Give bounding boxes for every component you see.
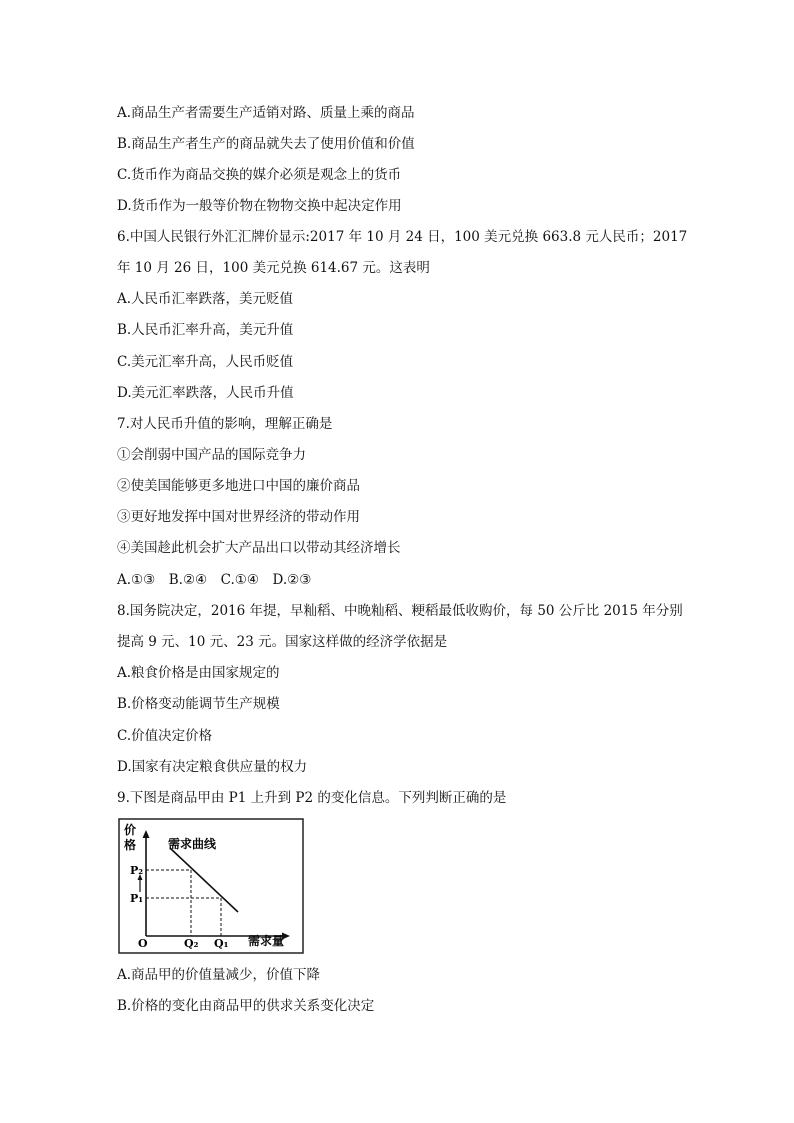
question-6-line-2: 年 10 月 26 日，100 美元兑换 614.67 元。这表明 bbox=[117, 260, 430, 276]
p2-label: P₂ bbox=[130, 864, 144, 877]
statement-7-1: ①会削弱中国产品的国际竞争力 bbox=[117, 447, 306, 463]
curve-label: 需求曲线 bbox=[168, 837, 217, 851]
demand-curve-figure bbox=[118, 818, 304, 954]
options-7: A.①③ B.②④ C.①④ D.②③ bbox=[117, 572, 312, 588]
option-5a: A.商品生产者需要生产适销对路、质量上乘的商品 bbox=[117, 105, 415, 121]
statement-7-3: ③更好地发挥中国对世界经济的带动作用 bbox=[117, 509, 360, 525]
option-8c: C.价值决定价格 bbox=[117, 728, 213, 744]
statement-7-2: ②使美国能够更多地进口中国的廉价商品 bbox=[117, 478, 360, 494]
option-6d: D.美元汇率跌落，人民币升值 bbox=[117, 385, 294, 401]
question-9: 9.下图是商品甲由 P1 上升到 P2 的变化信息。下列判断正确的是 bbox=[117, 790, 507, 806]
option-6a: A.人民币汇率跌落，美元贬值 bbox=[117, 291, 294, 307]
option-9b: B.价格的变化由商品甲的供求关系变化决定 bbox=[117, 998, 375, 1014]
option-8d: D.国家有决定粮食供应量的权力 bbox=[117, 759, 308, 775]
q1-label: Q₁ bbox=[214, 937, 229, 950]
y-axis-label-top: 价 bbox=[124, 823, 137, 837]
question-8-line-2: 提高 9 元、10 元、23 元。国家这样做的经济学依据是 bbox=[117, 634, 448, 650]
q2-label: Q₂ bbox=[184, 937, 199, 950]
p1-label: P₁ bbox=[130, 892, 144, 905]
option-8a: A.粮食价格是由国家规定的 bbox=[117, 665, 280, 681]
y-axis-label-bottom: 格 bbox=[124, 838, 137, 852]
question-7: 7.对人民币升值的影响，理解正确是 bbox=[117, 416, 333, 432]
option-5d: D.货币作为一般等价物在物物交换中起决定作用 bbox=[117, 198, 402, 214]
x-axis-label: 需求量 bbox=[248, 934, 285, 948]
option-6c: C.美元汇率升高，人民币贬值 bbox=[117, 354, 294, 370]
option-5c: C.货币作为商品交换的媒介必须是观念上的货币 bbox=[117, 167, 402, 183]
option-8b: B.价格变动能调节生产规模 bbox=[117, 696, 280, 712]
question-8-line-1: 8.国务院决定，2016 年提，早籼稻、中晚籼稻、粳稻最低收购价，每 50 公斤比 2015 年分别 bbox=[117, 603, 683, 619]
option-5b: B.商品生产者生产的商品就失去了使用价值和价值 bbox=[117, 136, 415, 152]
option-6b: B.人民币汇率升高，美元升值 bbox=[117, 322, 294, 338]
statement-7-4: ④美国趁此机会扩大产品出口以带动其经济增长 bbox=[117, 540, 401, 556]
origin-label: O bbox=[138, 937, 148, 950]
question-6-line-1: 6.中国人民银行外汇汇牌价显示:2017 年 10 月 24 日，100 美元兑换 663.8 元人民币；2017 bbox=[117, 229, 688, 245]
option-9a: A.商品甲的价值量减少，价值下降 bbox=[117, 967, 321, 983]
